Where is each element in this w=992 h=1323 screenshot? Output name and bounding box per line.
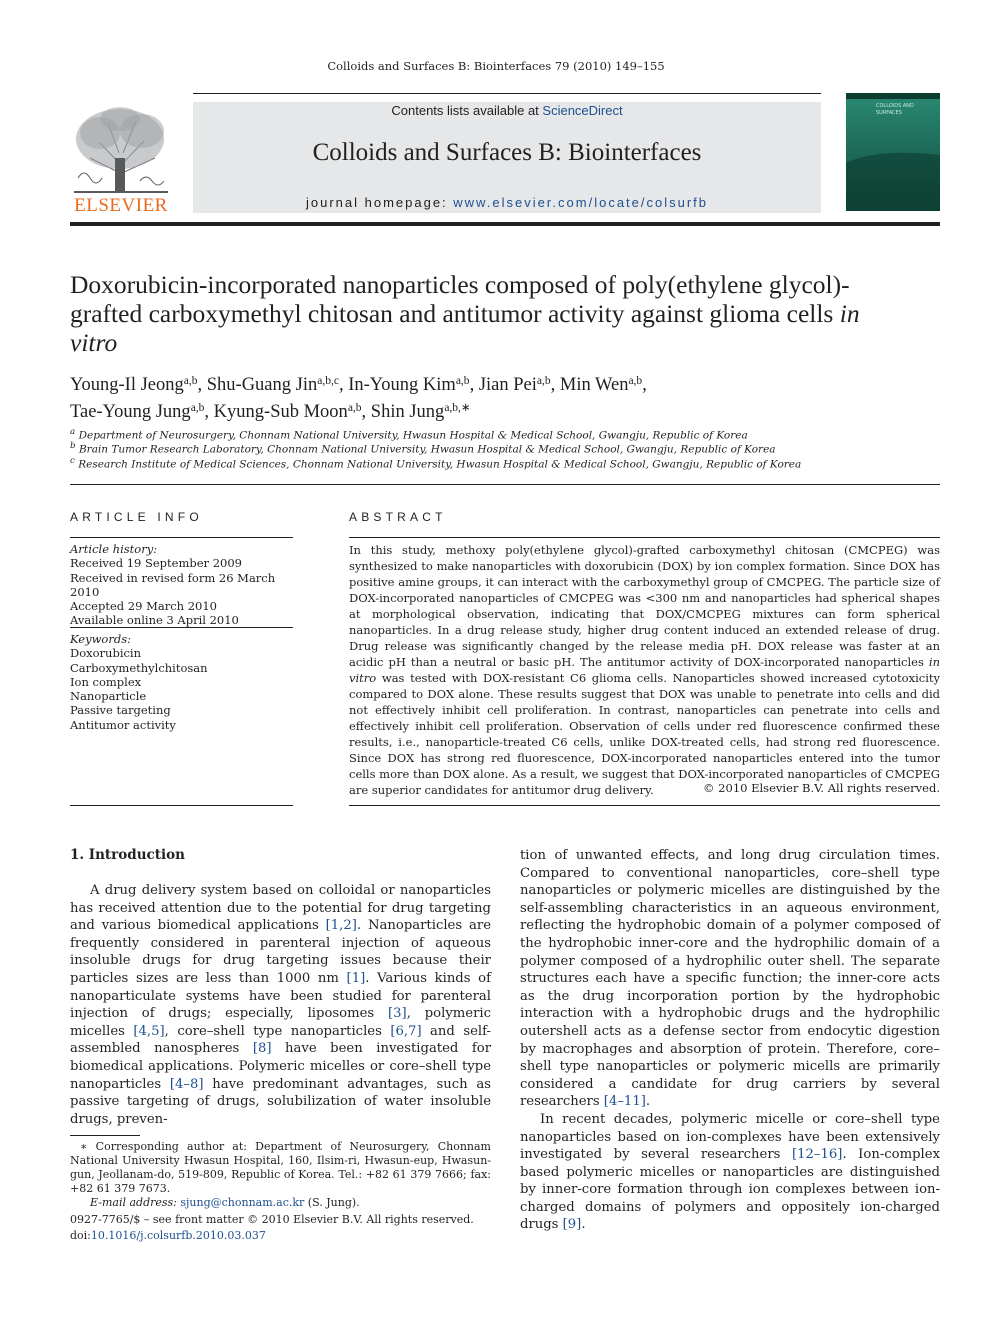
article-title [70, 270, 910, 357]
body-text: tion of unwanted effects, and long drug circulation times. Compared to conventional nanoparticles, core–shell type nanoparticles or polymeric micelles are distinguished by the self-assembling characteristics in an aqueous environment, reflecting the hydrophobic domain of a polymer composed of the hydrophobic inner-core and the hydrophilic domain of a polymer composed of a hydrophilic outer shell. The separate structures each have a specific function; the inner-core acts as the drug incorporation portion by the hydrophobic interaction with a hydrophobic drugs and the hydrophilic outershell acts as a defense sector from endocytic digestion by macrophages and absorption of protein. Therefore, core–shell type nanoparticles or polymeric micells are primarily considered a candidate for drug carriers by several researchers [520, 848, 940, 1110]
article-title-italic: in vitro [70, 299, 860, 357]
citation-link[interactable]: [6,7] [390, 1023, 422, 1039]
article-title-text: Doxorubicin-incorporated nanoparticles composed of poly(ethylene glycol)-grafted carboxymethyl chitosan and antitumor activity against glioma cells [70, 270, 850, 328]
affiliation-a: $^a$ Department of Neurosurgery, Chonnam National University, Hwasun Hospital & Medical School, Gwangju, Republic of Korea [70, 427, 748, 442]
intro-right-column [520, 847, 940, 1234]
journal-title: Colloids and Surfaces B: Biointerfaces [312, 139, 702, 166]
citation-link[interactable]: [1] [346, 970, 366, 986]
front-matter [70, 1212, 490, 1244]
intro-left-column [70, 882, 491, 1128]
author[interactable]: Tae-Young Jung$^{a,b}$, [70, 402, 214, 422]
body-text: A drug delivery system based on colloidal or nanoparticles has received attention due to the potential for drug targeting and various biomedical applications [70, 883, 491, 934]
keyword: Nanoparticle [70, 689, 147, 704]
author[interactable]: Shu-Guang Jin$^{a,b,c}$, [206, 375, 349, 395]
author[interactable]: Jian Pei$^{a,b}$, [478, 375, 560, 395]
body-text: . [581, 1217, 586, 1233]
body-text: have been investigated for biomedical applications. Polymeric micelles or core–shell type nanoparticles [70, 1041, 492, 1092]
intro-paragraph-1-cont [520, 847, 940, 1111]
history-online: Available online 3 April 2010 [70, 613, 239, 628]
abstract-copyright: © 2010 Elsevier B.V. All rights reserved. [703, 781, 940, 795]
banner-top-rule [193, 93, 821, 94]
citation-link[interactable]: [4–8] [169, 1076, 204, 1092]
abstract-heading: ABSTRACT [349, 510, 447, 524]
footnote-rule [70, 1135, 140, 1136]
header-thick-rule [70, 222, 940, 226]
email-label: E-mail address: [90, 1196, 181, 1210]
info-rule-3 [70, 805, 293, 806]
body-text: and self-assembled nanospheres [70, 1023, 491, 1057]
email-line: E-mail address: sjung@chonnam.ac.kr (S. Jung). [90, 1196, 360, 1210]
running-head: Colloids and Surfaces B: Biointerfaces 79 (2010) 149–155 [327, 59, 665, 73]
body-text: . Various kinds of nanoparticulate systems have been studied for parenteral injection of drugs; especially, liposomes [70, 970, 491, 1022]
cover-title-line2: SURFACES [876, 110, 902, 116]
abstract-rule-bottom [349, 805, 940, 806]
doi-line: doi:10.1016/j.colsurfb.2010.03.037 [70, 1229, 266, 1242]
affiliation-c: $^c$ Research Institute of Medical Sciences, Chonnam National University, Hwasun Hospital & Medical School, Gwangju, Republic of Korea [70, 456, 802, 471]
body-text: . Ion-complex based polymeric micelles or nanoparticles are distinguished by inner-core formation through ion complexes between ion-charged domains of polymers and oppositely ion-charged drugs [520, 1147, 941, 1233]
citation-link[interactable]: [8] [252, 1041, 272, 1057]
author-corresponding[interactable]: Shin Jung$^{a,b,∗}$ [370, 402, 471, 422]
footnote [70, 1140, 491, 1210]
keyword: Doxorubicin [70, 646, 142, 661]
email-link[interactable]: sjung@chonnam.ac.kr [180, 1196, 305, 1210]
author[interactable]: Young-Il Jeong$^{a,b}$, [70, 375, 207, 395]
history-revised: Received in revised form 26 March 2010 [70, 570, 276, 599]
citation-link[interactable]: [4,5] [133, 1023, 165, 1039]
body-text: , polymeric micelles [70, 1006, 491, 1039]
keywords [70, 632, 292, 732]
citation-link[interactable]: [9] [562, 1217, 582, 1233]
author[interactable]: Min Wen$^{a,b}$, [559, 375, 647, 395]
body-text: have predominant advantages, such as passive targeting of drugs, solubilization of water insoluble drugs, preven- [70, 1076, 492, 1127]
section-heading-introduction: 1. Introduction [70, 847, 185, 863]
author[interactable]: Kyung-Sub Moon$^{a,b}$, [213, 402, 371, 422]
abstract-rule-top [349, 537, 940, 538]
article-info-heading: ARTICLE INFO [70, 510, 203, 524]
keyword: Carboxymethylchitosan [70, 660, 208, 675]
author-list [70, 370, 930, 424]
citation-link[interactable]: [12–16] [791, 1147, 843, 1163]
body-text: . Nanoparticles are frequently considered in parenteral injection of aqueous insoluble drugs for drug targeting issues because their particles sizes are less than 1000 nm [70, 918, 491, 986]
info-rule-2 [70, 627, 293, 628]
intro-paragraph-2 [520, 1111, 940, 1234]
journal-cover-image [846, 93, 940, 211]
keyword: Antitumor activity [70, 717, 176, 732]
article-history [70, 542, 292, 628]
citation-link[interactable]: [3] [388, 1006, 407, 1022]
cover-title-line1: COLLOIDS AND [876, 103, 914, 109]
keywords-label: Keywords: [70, 632, 131, 646]
author[interactable]: In-Young Kim$^{a,b}$, [348, 375, 479, 395]
corresponding-author-note: ∗ Corresponding author at: Department of Neurosurgery, Chonnam National University Hwasun Hospital, 160, Ilsim-ri, Hwasun-eup, Hwasun-gun, Jeollanam-do, 519-809, Republic of Korea. Tel.: +82 61 379 7666; fax: +82 61 379 7673. [70, 1140, 491, 1196]
citation-link[interactable]: [4–11] [603, 1094, 646, 1110]
history-accepted: Accepted 29 March 2010 [70, 599, 217, 614]
affiliation-rule [70, 484, 940, 485]
history-label: Article history: [70, 542, 158, 556]
elsevier-wordmark: ELSEVIER [74, 195, 168, 216]
info-rule-1 [70, 537, 293, 538]
issn-line: 0927-7765/$ – see front matter © 2010 Elsevier B.V. All rights reserved. [70, 1213, 474, 1226]
citation-link[interactable]: [1,2] [325, 918, 357, 934]
homepage-link[interactable]: www.elsevier.com/locate/colsurfb [453, 195, 709, 210]
doi-link[interactable]: 10.1016/j.colsurfb.2010.03.037 [90, 1229, 266, 1242]
intro-paragraph-1 [70, 882, 491, 1128]
contents-prefix: Contents lists available at [391, 103, 543, 118]
body-text: In recent decades, polymeric micelle or core–shell type nanoparticles based on ion-complexes have been extensively investigated by several researchers [520, 1111, 940, 1163]
contents-line [193, 103, 821, 118]
affiliation-b: $^b$ Brain Tumor Research Laboratory, Chonnam National University, Hwasun Hospital & Medical School, Gwangju, Republic of Korea [70, 441, 776, 456]
homepage-label: journal homepage: [305, 195, 454, 210]
journal-homepage [193, 195, 821, 210]
sciencedirect-link[interactable]: ScienceDirect [542, 103, 623, 118]
body-text: . [645, 1094, 651, 1110]
body-text: , core–shell type nanoparticles [164, 1023, 391, 1039]
abstract-text: In this study, methoxy poly(ethylene glycol)-grafted carboxymethyl chitosan (CMCPEG) was synthesized to make nanoparticles with doxorubicin (DOX) by ion complex formation. Since DOX has positive amine groups, it can interact with the carboxymethyl group of CMCPEG. The particle size of DOX-incorporated nanoparticles of CMCPEG was <300 nm and nanoparticles had spherical shapes at morphological observation, indicating that DOX/CMCPEG mixtures can form spherical nanoparticles. In a drug release study, higher drug content induced an extended release of drug. Drug release was significantly changed by the release media pH. DOX release was faster at an acidic pH than a neutral or basic pH. The antitumor activity of DOX-incorporated nanoparticles in vitro was tested with DOX-resistant C6 glioma cells. Nanoparticles showed increased cytotoxicity compared to DOX alone. These results suggest that DOX was unable to penetrate into cells and did not effectively inhibit cell proliferation. In contrast, nanoparticles can penetrate into cells and effectively inhibit cell proliferation. Observation of cells under red fluorescence confirmed these results, i.e., nanoparticle-treated C6 cells, unlike DOX-treated cells, had strong red fluorescence. Since DOX has strong red fluorescence, DOX-incorporated nanoparticles entered into the tumor cells more than DOX alone. As a result, we suggest that DOX-incorporated nanoparticles of CMCPEG are superior candidates for antitumor drug delivery. [349, 543, 940, 797]
keyword: Passive targeting [70, 703, 171, 718]
keyword: Ion complex [70, 674, 142, 689]
history-received: Received 19 September 2009 [70, 556, 242, 571]
